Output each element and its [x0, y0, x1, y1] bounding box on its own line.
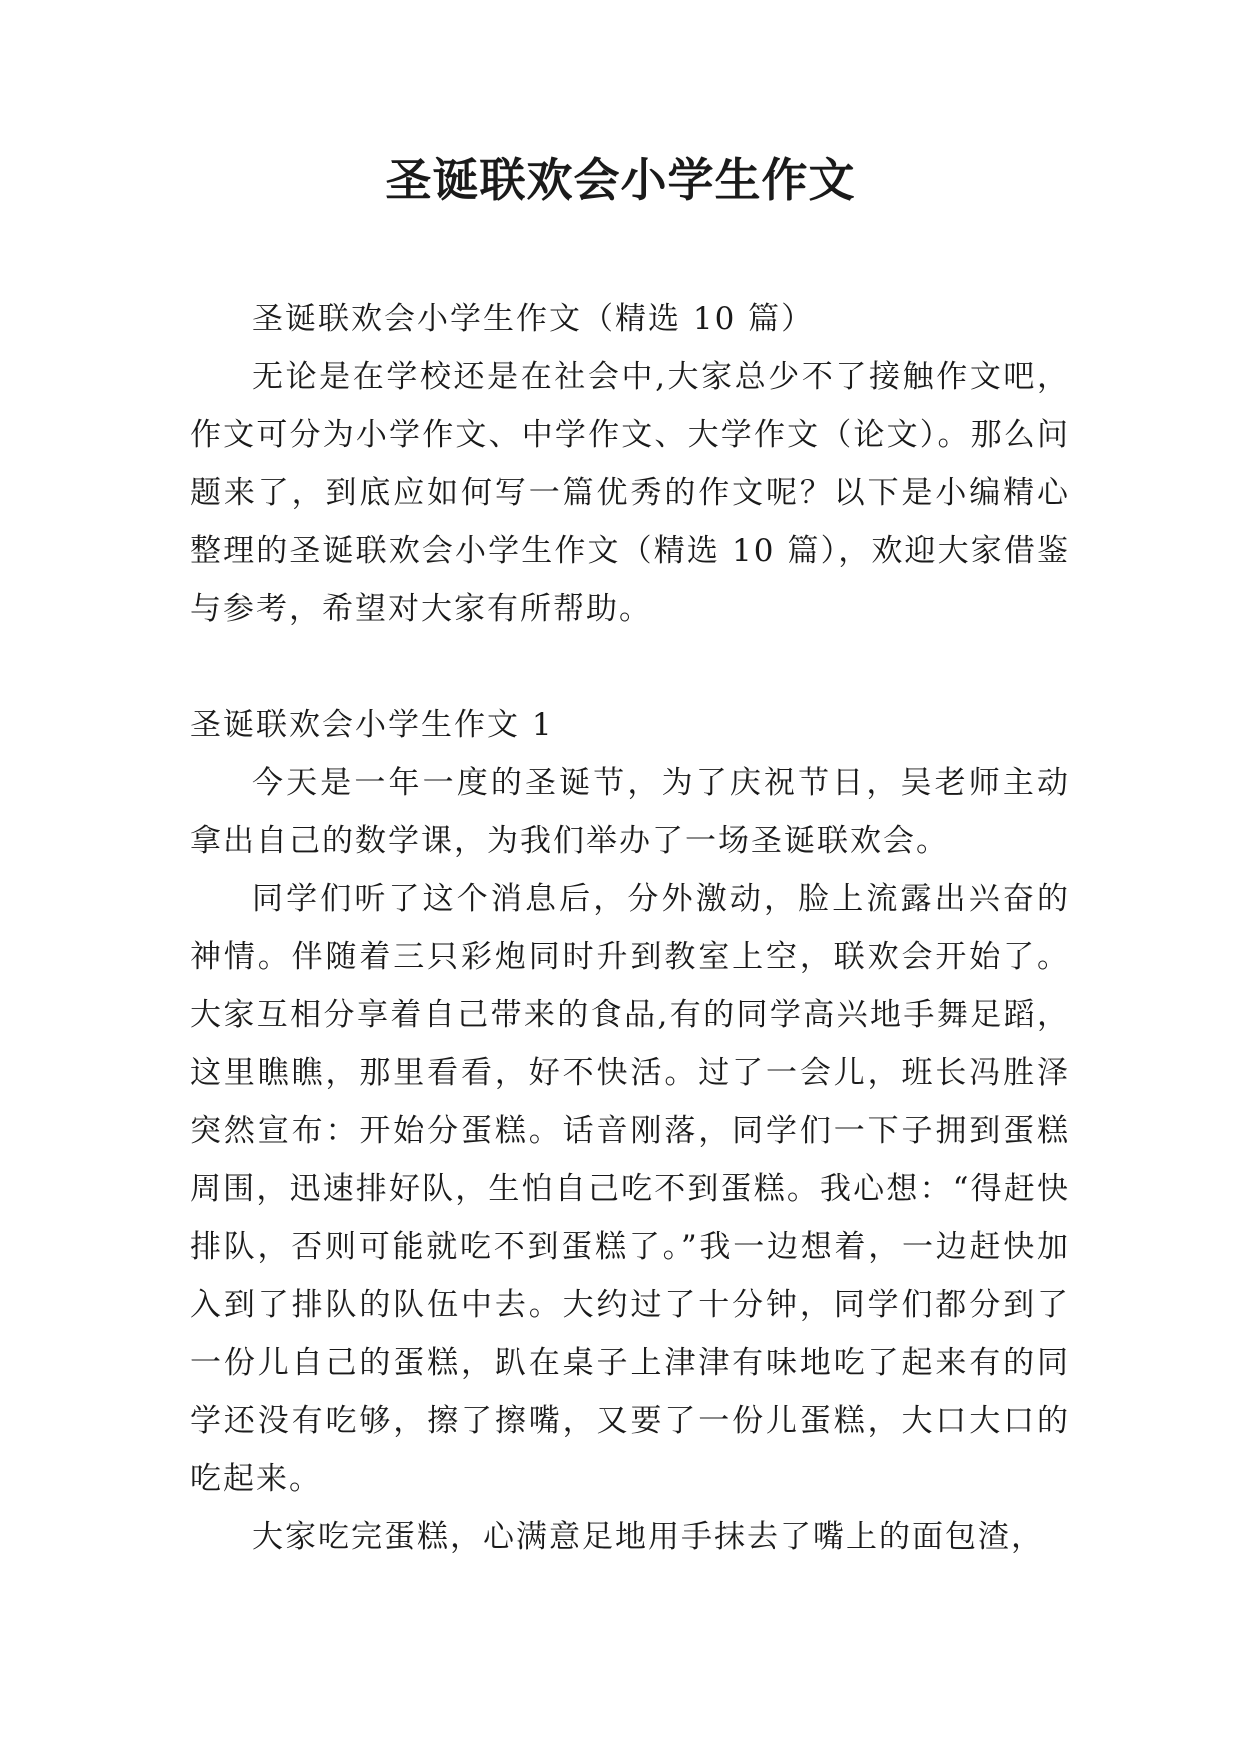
subtitle-paragraph: 圣诞联欢会小学生作文（精选 10 篇） — [252, 301, 815, 337]
body-paragraph: 大家吃完蛋糕，心满意足地用手抹去了嘴上的面包渣， — [252, 1519, 1044, 1555]
section-heading: 圣诞联欢会小学生作文 1 — [190, 707, 554, 743]
body-paragraph: 今天是一年一度的圣诞节，为了庆祝节日，吴老师主动拿出自己的数学课，为我们举办了一场圣诞联欢会。 — [190, 765, 1070, 859]
document-title: 圣诞联欢会小学生作文 — [385, 153, 856, 207]
intro-paragraph: 无论是在学校还是在社会中,大家总少不了接触作文吧，作文可分为小学作文、中学作文、大学作文（论文）。那么问题来了，到底应如何写一篇优秀的作文呢？以下是小编精心整理的圣诞联欢会小学生作文（精选 10 篇），欢迎大家借鉴与参考，希望对大家有所帮助。 — [190, 359, 1070, 627]
body-paragraph: 同学们听了这个消息后，分外激动，脸上流露出兴奋的神情。伴随着三只彩炮同时升到教室上空，联欢会开始了。大家互相分享着自己带来的食品,有的同学高兴地手舞足蹈，这里瞧瞧，那里看看，好不快活。过了一会儿，班长冯胜泽突然宣布：开始分蛋糕。话音刚落，同学们一下子拥到蛋糕周围，迅速排好队，生怕自己吃不到蛋糕。我心想：“得赶快排队，否则可能就吃不到蛋糕了。”我一边想着，一边赶快加入到了排队的队伍中去。大约过了十分钟，同学们都分到了一份儿自己的蛋糕，趴在桌子上津津有味地吃了起来有的同学还没有吃够，擦了擦嘴，又要了一份儿蛋糕，大口大口的吃起来。 — [190, 881, 1070, 1497]
document-body — [190, 290, 1070, 1566]
